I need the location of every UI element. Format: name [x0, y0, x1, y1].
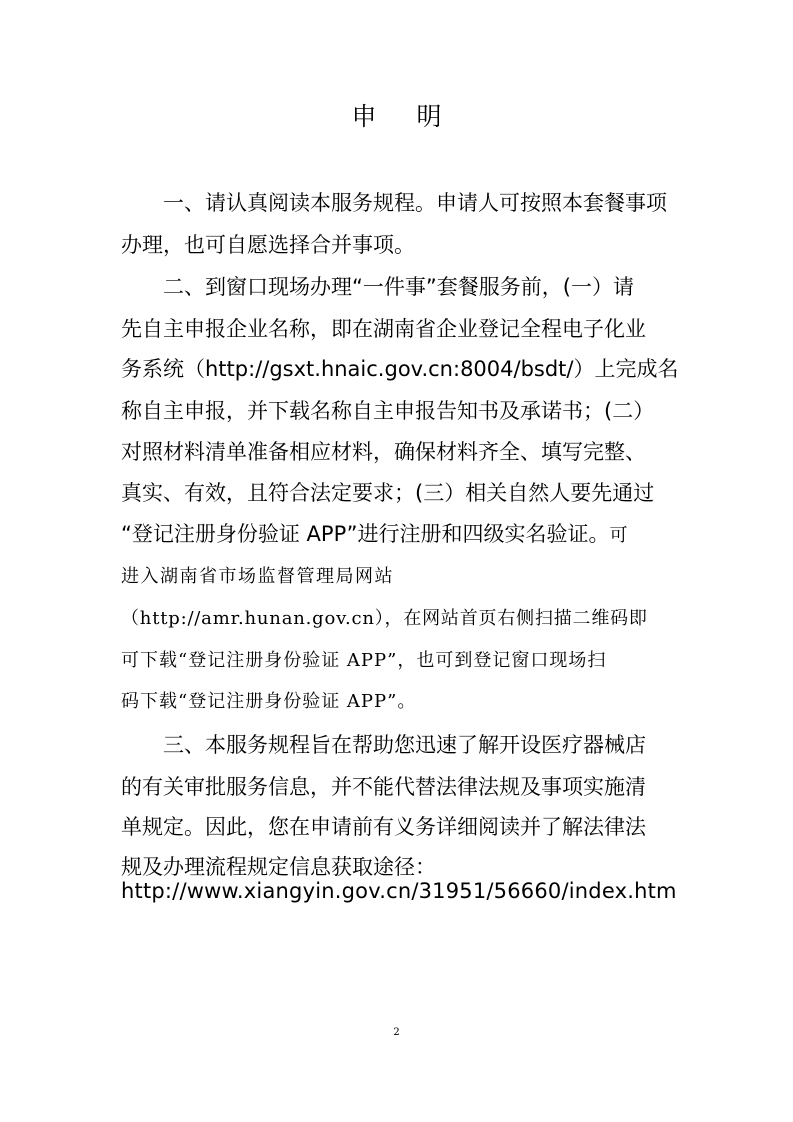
title-char-2: 明	[416, 102, 442, 131]
page-title	[0, 97, 793, 137]
text-line: 码下载“登记注册身份验证 APP”。	[121, 691, 417, 712]
url-line: http://www.xiangyin.gov.cn/31951/56660/index.htm	[121, 879, 677, 903]
text-line: 先自主申报企业名称，即在湖南省企业登记全程电子化业	[121, 317, 646, 341]
page-number: 2	[393, 1027, 400, 1038]
text-line: 真实、有效，且符合法定要求；(三）相关自然人要先通过	[121, 481, 655, 505]
text-segment: 可	[609, 525, 630, 546]
text-segment: “登记注册身份验证 APP”进行注册和四级实名验证。	[121, 522, 610, 546]
text-line: 对照材料清单准备相应材料，确保材料齐全、填写完整、	[121, 440, 646, 464]
text-line: 规及办理流程规定信息获取途径：	[121, 855, 436, 879]
text-line: 称自主申报，并下载名称自主申报告知书及承诺书；(二）	[121, 399, 655, 423]
text-line: （http://amr.hunan.gov.cn），在网站首页右侧扫描二维码即	[121, 608, 648, 629]
text-line: 务系统（http://gsxt.hnaic.gov.cn:8004/bsdt/）上完成名	[121, 357, 679, 381]
text-line: 办理，也可自愿选择合并事项。	[121, 233, 415, 257]
text-line: 可下载“登记注册身份验证 APP”，也可到登记窗口现场扫	[121, 650, 607, 671]
title-char-1: 申	[351, 102, 377, 131]
text-line: 单规定。因此，您在申请前有义务详细阅读并了解法律法	[121, 815, 646, 839]
text-line: 二、到窗口现场办理“一件事”套餐服务前，(一）请	[163, 275, 634, 299]
text-line	[121, 520, 629, 550]
text-line: 进入湖南省市场监督管理局网站	[121, 566, 394, 587]
text-line: 的有关审批服务信息，并不能代替法律法规及事项实施清	[121, 775, 646, 799]
text-line: 一、请认真阅读本服务规程。申请人可按照本套餐事项	[163, 191, 667, 215]
text-line: 三、本服务规程旨在帮助您迅速了解开设医疗器械店	[163, 733, 646, 757]
